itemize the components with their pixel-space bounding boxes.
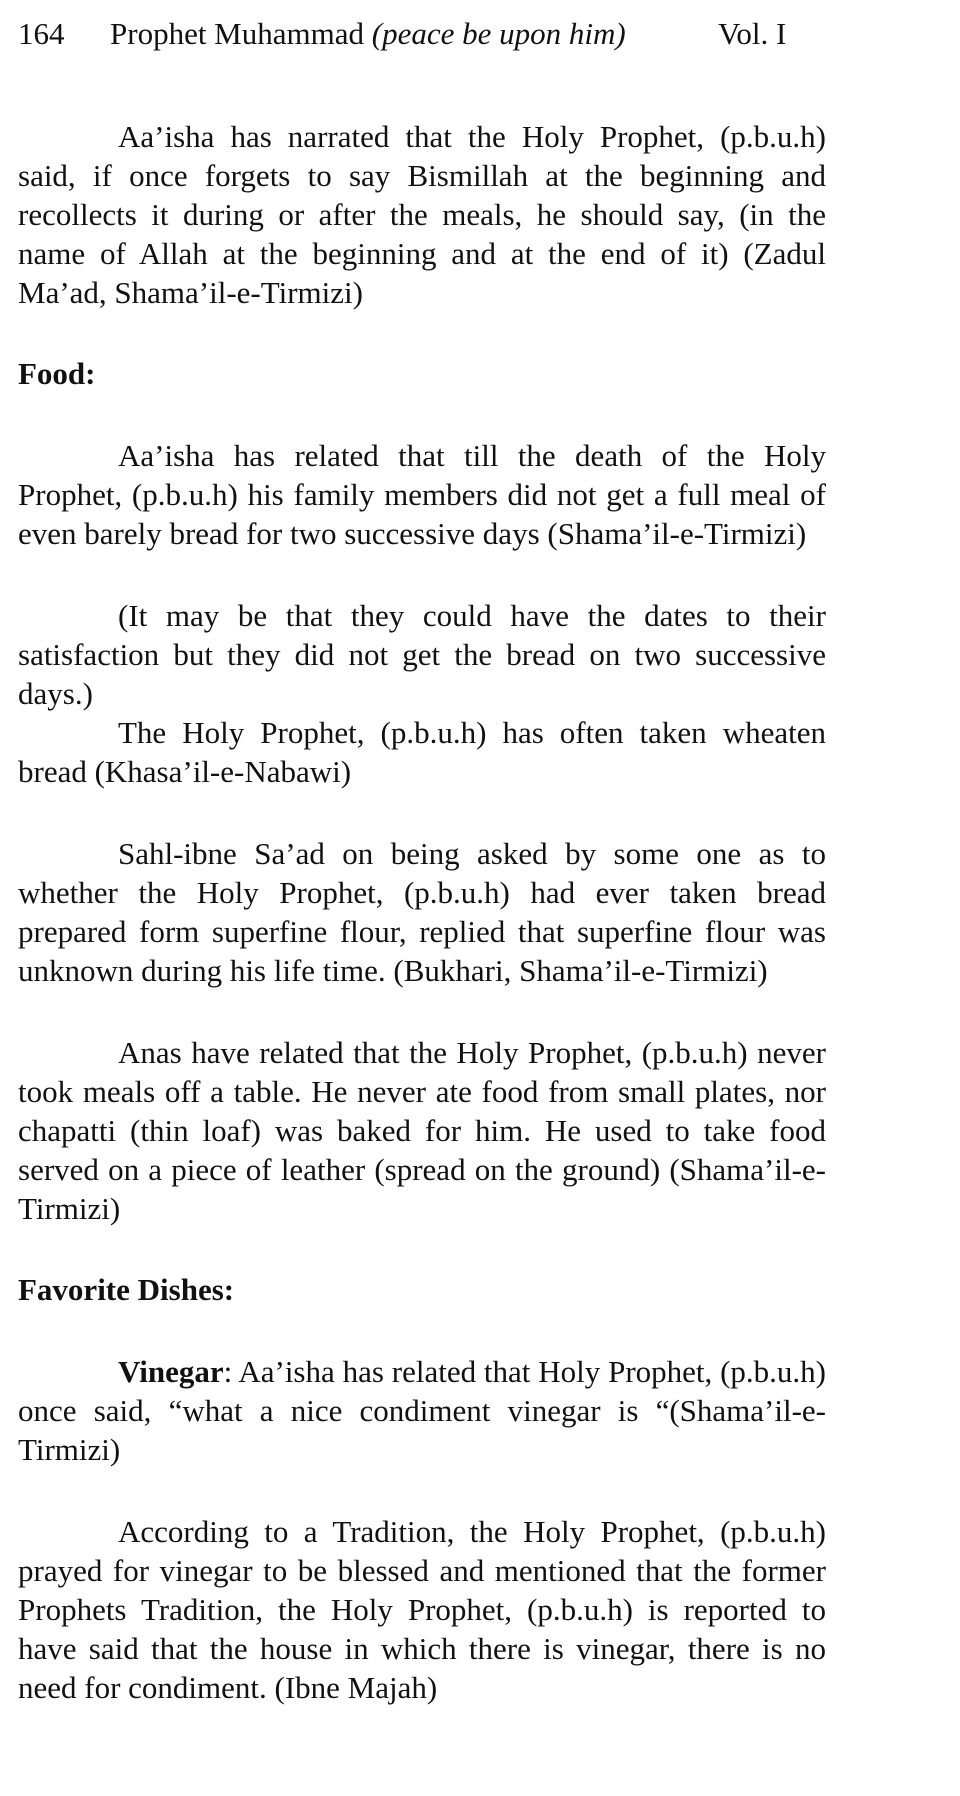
paragraph-bismillah: Aa’isha has narrated that the Holy Prophet, (p.b.u.h) said, if once forgets to say Bismillah at the beginning and recollects it during or after the meals, he should say, (in the name of Allah at the beginning and at the end of it) (Zadul Ma’ad, Shama’il-e-Tirmizi) [18, 119, 826, 310]
paragraph-wheaten-bread: The Holy Prophet, (p.b.u.h) has often taken wheaten bread (Khasa’il-e-Nabawi) [18, 715, 826, 789]
volume-label: Vol. I [718, 16, 787, 51]
section-heading-food: Food: [18, 356, 96, 391]
page-body [18, 117, 826, 1707]
paragraph-full-meal: Aa’isha has related that till the death of the Holy Prophet, (p.b.u.h) his family members did not get a full meal of even barely bread for two successive days (Shama’il-e-Tirmizi) [18, 438, 826, 551]
paragraph-vinegar [18, 1352, 826, 1469]
keyword-vinegar: Vinegar [118, 1354, 224, 1389]
book-title-subtitle: (peace be upon him) [371, 16, 626, 51]
section-heading-favorite-dishes: Favorite Dishes: [18, 1272, 235, 1307]
page-number: 164 [18, 16, 65, 51]
paragraph-table-meals: Anas have related that the Holy Prophet, (p.b.u.h) never took meals off a table. He never ate food from small plates, nor chapatti (thin loaf) was baked for him. He used to take food served on a piece of leather (spread on the ground) (Shama’il-e-Tirmizi) [18, 1035, 826, 1226]
paragraph-superfine-flour: Sahl-ibne Sa’ad on being asked by some one as to whether the Holy Prophet, (p.b.u.h) had ever taken bread prepared form superfine flour, replied that superfine flour was unknown during his life time. (Bukhari, Shama’il-e-Tirmizi) [18, 836, 826, 988]
paragraph-dates-note: (It may be that they could have the dates to their satisfaction but they did not get the bread on two successive days.) [18, 598, 826, 711]
book-title-main: Prophet Muhammad [110, 16, 364, 51]
book-title [110, 12, 626, 56]
running-header [18, 12, 882, 56]
paragraph-vinegar-blessed: According to a Tradition, the Holy Prophet, (p.b.u.h) prayed for vinegar to be blessed and mentioned that the former Prophets Tradition, the Holy Prophet, (p.b.u.h) is reported to have said that the house in which there is vinegar, there is no need for condiment. (Ibne Majah) [18, 1514, 826, 1705]
paragraph-vinegar-text: : Aa’isha has related that Holy Prophet, (p.b.u.h) once said, “what a nice condiment vinegar is “(Shama’il-e-Tirmizi) [18, 1354, 826, 1467]
